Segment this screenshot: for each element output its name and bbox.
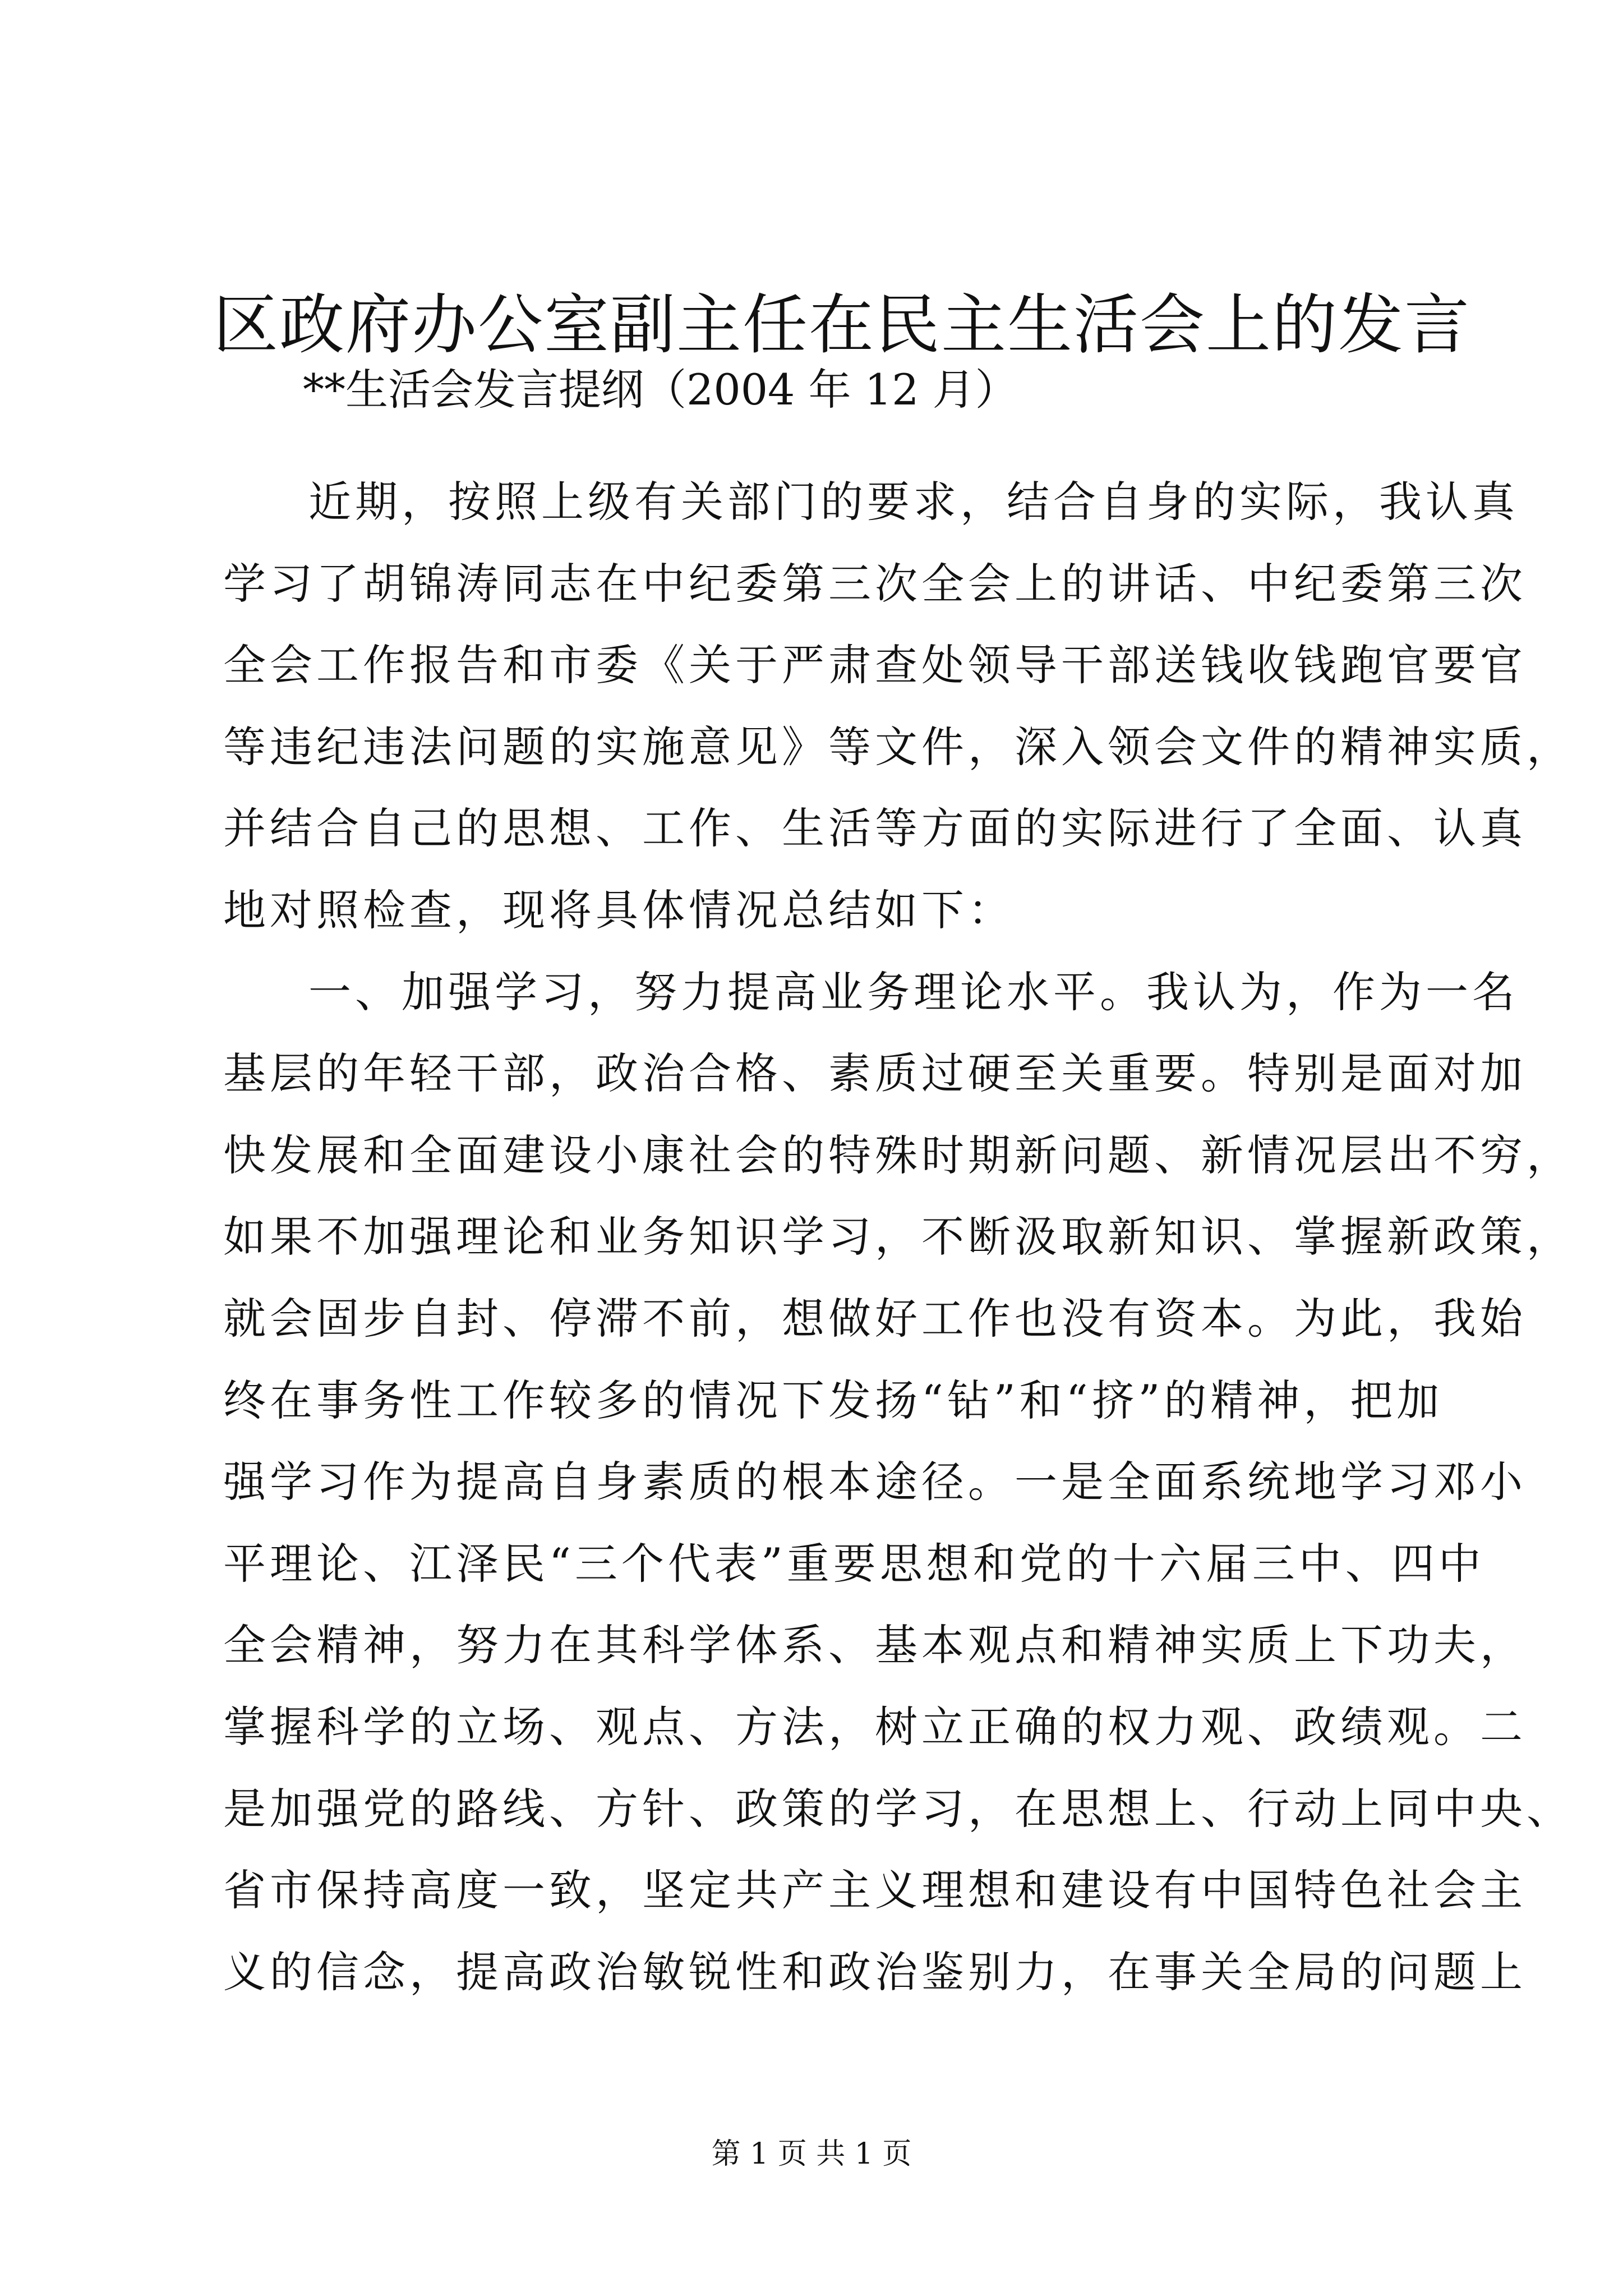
- body-line: 全会工作报告和市委《关于严肃查处领导干部送钱收钱跑官要官: [223, 640, 1527, 691]
- body-line: 终在事务性工作较多的情况下发扬“钻”和“挤”的精神，把加: [223, 1375, 1444, 1425]
- body-line: 并结合自己的思想、工作、生活等方面的实际进行了全面、认真: [223, 803, 1527, 854]
- body-line: 基层的年轻干部，政治合格、素质过硬至关重要。特别是面对加: [223, 1048, 1527, 1099]
- body-line: 省市保持高度一致，坚定共产主义理想和建设有中国特色社会主: [223, 1865, 1527, 1916]
- body-line: 全会精神，努力在其科学体系、基本观点和精神实质上下功夫，: [223, 1620, 1527, 1671]
- document-subtitle: **生活会发言提纲（2004 年 12 月）: [303, 365, 1018, 415]
- body-line: 义的信念，提高政治敏锐性和政治鉴别力，在事关全局的问题上: [223, 1947, 1527, 1997]
- body-line: 近期，按照上级有关部门的要求，结合自身的实际，我认真: [308, 477, 1519, 527]
- page-number-footer: 第 1 页 共 1 页: [711, 2137, 912, 2171]
- body-line: 学习了胡锦涛同志在中纪委第三次全会上的讲话、中纪委第三次: [223, 558, 1527, 609]
- body-line: 强学习作为提高自身素质的根本途径。一是全面系统地学习邓小: [223, 1457, 1527, 1507]
- body-line: 掌握科学的立场、观点、方法，树立正确的权力观、政绩观。二: [223, 1701, 1527, 1752]
- document-title: 区政府办公室副主任在民主生活会上的发言: [213, 287, 1470, 363]
- document-body: [223, 461, 1573, 2013]
- body-line: 一、加强学习，努力提高业务理论水平。我认为，作为一名: [308, 967, 1519, 1017]
- body-line: 如果不加强理论和业务知识学习，不断汲取新知识、掌握新政策，: [223, 1212, 1573, 1262]
- body-line: 快发展和全面建设小康社会的特殊时期新问题、新情况层出不穷，: [223, 1130, 1573, 1180]
- body-line: 地对照检查，现将具体情况总结如下：: [223, 885, 1015, 935]
- body-line: 是加强党的路线、方针、政策的学习，在思想上、行动上同中央、: [223, 1783, 1573, 1834]
- body-line: 就会固步自封、停滞不前，想做好工作也没有资本。为此，我始: [223, 1293, 1527, 1343]
- body-line: 平理论、江泽民“三个代表”重要思想和党的十六届三中、四中: [223, 1538, 1485, 1589]
- body-line: 等违纪违法问题的实施意见》等文件，深入领会文件的精神实质，: [223, 721, 1573, 772]
